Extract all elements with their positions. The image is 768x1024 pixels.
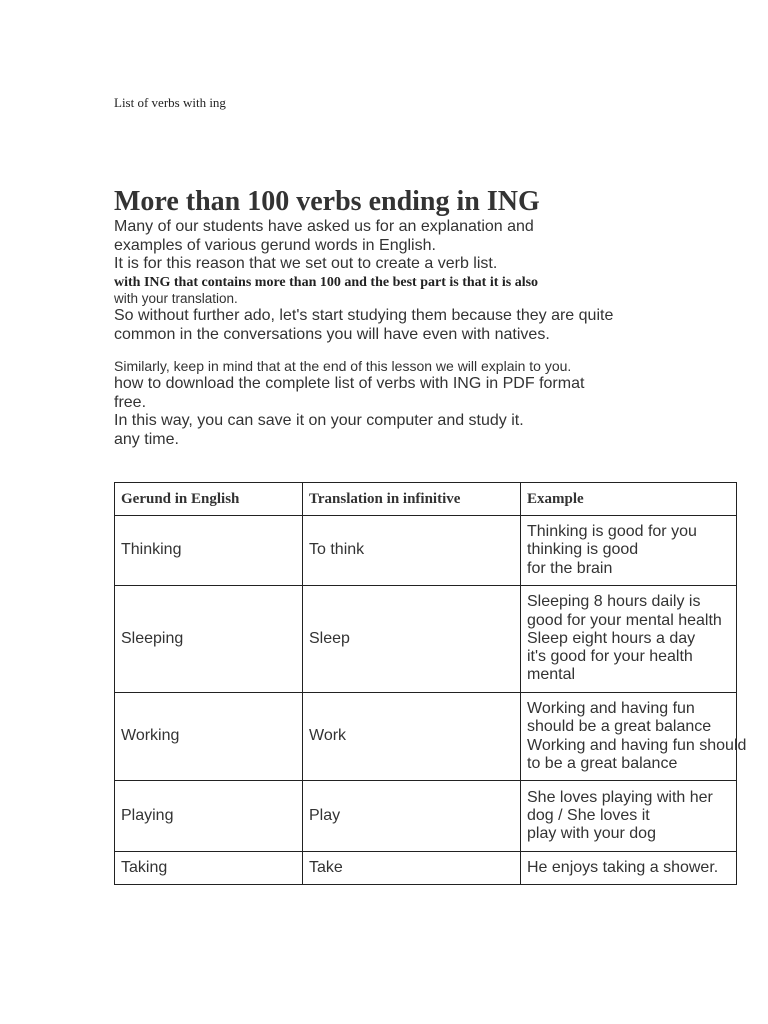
example-line: Sleeping 8 hours daily is: [527, 593, 701, 611]
intro-line: common in the conversations you will have even with natives.: [114, 325, 550, 343]
table-row: [115, 693, 737, 781]
example-line: Working and having fun: [527, 699, 695, 717]
intro-line: how to download the complete list of verbs with ING in PDF format: [114, 375, 585, 392]
table-row: [115, 852, 737, 885]
example-line: for the brain: [527, 559, 613, 577]
translation-cell: Play: [303, 781, 521, 852]
gerund-cell: Taking: [115, 852, 303, 885]
example-line: thinking is good: [527, 541, 639, 559]
intro-line: with your translation.: [114, 290, 238, 306]
example-line: He enjoys taking a shower.: [527, 858, 719, 876]
example-line: good for your mental health: [527, 611, 722, 629]
gerund-cell: Playing: [115, 781, 303, 852]
translation-cell: To think: [303, 516, 521, 586]
example-line: Thinking is good for you: [527, 523, 697, 541]
example-line: Working and having fun should: [527, 736, 747, 754]
intro-line: any time.: [114, 430, 179, 448]
page-title: More than 100 verbs ending in ING: [114, 186, 540, 217]
example-line: should be a great balance: [527, 718, 712, 736]
intro-line: free.: [114, 393, 147, 411]
table-row: [115, 516, 737, 586]
example-line: Sleep eight hours a day: [527, 629, 696, 647]
intro-line: examples of various gerund words in English.: [114, 236, 436, 254]
translation-cell: Sleep: [303, 586, 521, 693]
gerund-cell: Working: [115, 693, 303, 781]
example-cell: [521, 516, 737, 586]
translation-cell: Take: [303, 852, 521, 885]
intro-line-bold: with ING that contains more than 100 and the best part is that it is also: [114, 274, 539, 290]
example-cell: [521, 852, 737, 885]
table-header-row: [115, 483, 737, 516]
example-line: dog / She loves it: [527, 806, 650, 824]
column-header-gerund: Gerund in English: [115, 483, 303, 516]
translation-cell: Work: [303, 693, 521, 781]
gerund-cell: Sleeping: [115, 586, 303, 693]
example-line: it's good for your health: [527, 648, 693, 666]
intro-line: Many of our students have asked us for an explanation and: [114, 218, 534, 235]
column-header-example: Example: [521, 483, 737, 516]
example-line: to be a great balance: [527, 754, 678, 772]
gerund-cell: Thinking: [115, 516, 303, 586]
intro-line: In this way, you can save it on your computer and study it.: [114, 412, 524, 429]
intro-line: It is for this reason that we set out to create a verb list.: [114, 255, 498, 272]
example-line: play with your dog: [527, 825, 656, 843]
example-cell: [521, 586, 737, 693]
verbs-table: [114, 482, 747, 885]
intro-line: So without further ado, let's start studying them because they are quite: [114, 307, 614, 324]
intro-line: Similarly, keep in mind that at the end of this lesson we will explain to you.: [114, 358, 572, 374]
column-header-translation: Translation in infinitive: [303, 483, 521, 516]
table-row: [115, 781, 737, 852]
document-label: List of verbs with ing: [114, 95, 226, 110]
example-line: She loves playing with her: [527, 788, 713, 806]
intro-text: [114, 218, 674, 449]
table-row: [115, 586, 737, 693]
example-cell: [521, 693, 747, 781]
example-cell: [521, 781, 737, 852]
example-line: mental: [527, 666, 576, 684]
